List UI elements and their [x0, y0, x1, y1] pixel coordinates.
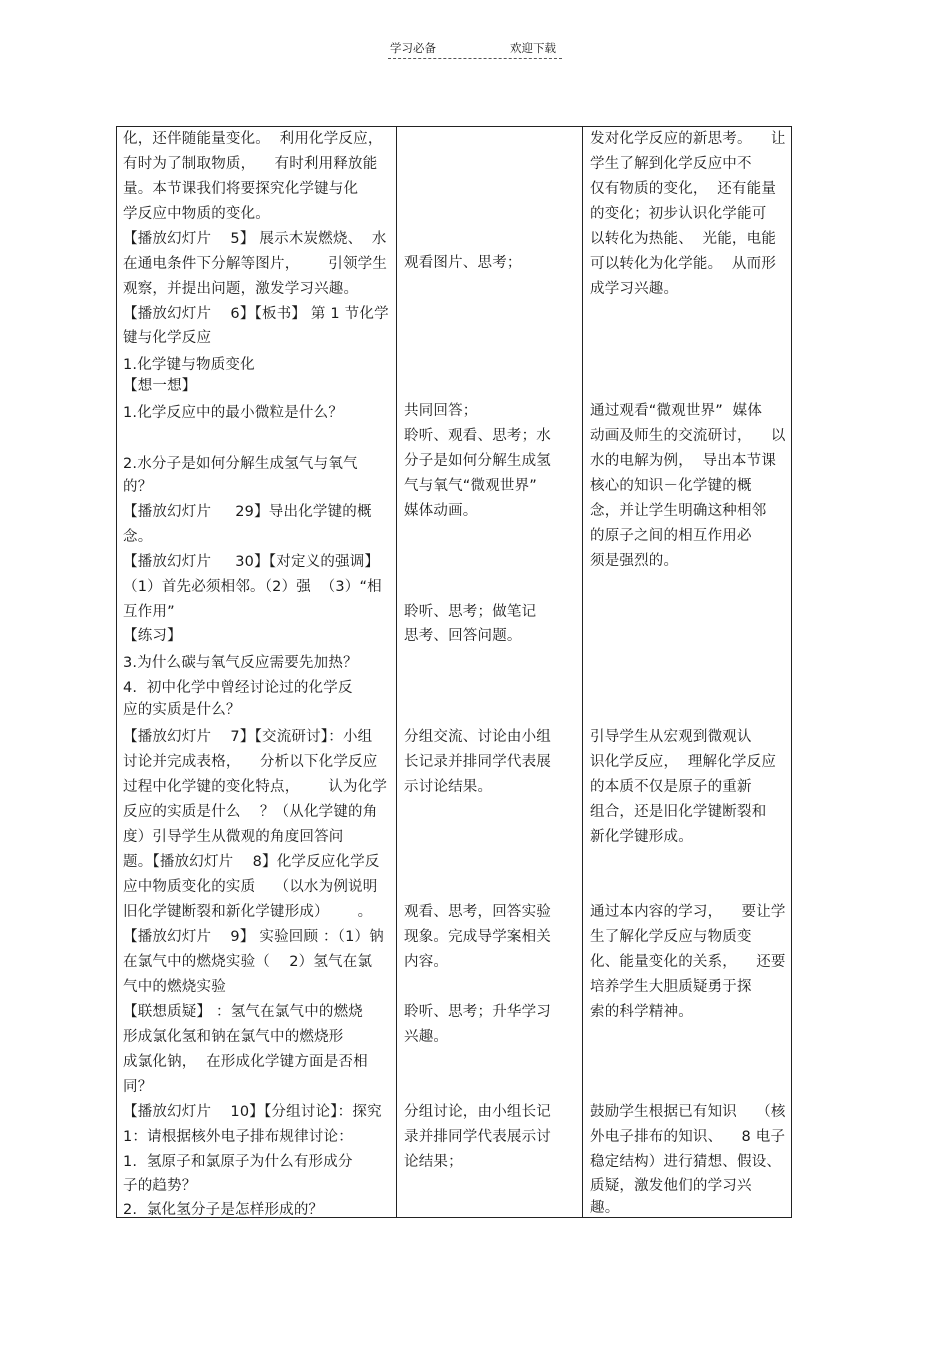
- text-line: 核心的知识－化学键的概: [590, 478, 752, 494]
- column-divider: [582, 127, 583, 1217]
- text-line: 【播放幻灯片 9】 实验回顾 ：（1）钠: [123, 929, 384, 945]
- text-line: 念，并让学生明确这种相邻: [590, 503, 767, 519]
- text-line: 3.为什么碳与氧气反应需要先加热？: [123, 655, 358, 671]
- text-line: 【播放幻灯片 5】 展示木炭燃烧、 水: [123, 231, 387, 247]
- text-line: 的原子之间的相互作用必: [590, 528, 752, 544]
- text-line: 量。本节课我们将要探究化学键与化: [123, 181, 359, 197]
- text-line: 分组交流、讨论由小组: [404, 729, 551, 745]
- text-line: 须是强烈的。: [590, 553, 679, 569]
- text-line: 现象。完成导学案相关: [404, 929, 551, 945]
- text-line: 化、能量变化的关系， 还要: [590, 954, 786, 970]
- text-line: 过程中化学键的变化特点， 认为化学: [123, 779, 388, 795]
- text-line: 学反应中物质的变化。: [123, 206, 270, 222]
- text-line: 质疑，激发他们的学习兴: [590, 1178, 752, 1194]
- text-line: 水的电解为例， 导出本节课: [590, 453, 777, 469]
- text-line: 以转化为热能、 光能，电能: [590, 231, 777, 247]
- text-line: 鼓励学生根据已有知识 （核: [590, 1104, 786, 1120]
- text-line: 聆听、观看、思考；水: [404, 428, 551, 444]
- text-line: 【播放幻灯片 29】导出化学键的概: [123, 504, 372, 520]
- text-line: 内容。: [404, 954, 449, 970]
- text-line: 通过本内容的学习， 要让学: [590, 904, 786, 920]
- text-line: 观看、思考，回答实验: [404, 904, 551, 920]
- text-line: 稳定结构）进行猜想、假设、: [590, 1154, 782, 1170]
- text-line: 题。【播放幻灯片 8】化学反应化学反: [123, 854, 380, 870]
- text-line: 趣。: [590, 1200, 620, 1216]
- text-line: 同？: [123, 1079, 153, 1095]
- text-line: 思考、回答问题。: [404, 628, 522, 644]
- text-line: 2.水分子是如何分解生成氢气与氧气: [123, 456, 358, 472]
- column-divider: [396, 127, 397, 1217]
- text-line: 的本质不仅是原子的重新: [590, 779, 752, 795]
- text-line: 【播放幻灯片 10】【分组讨论】：探究: [123, 1104, 382, 1120]
- text-line: 的变化；初步认识化学能可: [590, 206, 767, 222]
- text-line: 气中的燃烧实验: [123, 979, 226, 995]
- header-right-text: 欢迎下载: [510, 41, 556, 55]
- text-line: （1）首先必须相邻。（2）强 （3）“相: [123, 579, 382, 595]
- text-line: 聆听、思考；做笔记: [404, 604, 537, 620]
- text-line: 长记录并排同学代表展: [404, 754, 551, 770]
- text-line: 生了解化学反应与物质变: [590, 929, 752, 945]
- text-line: 示讨论结果。: [404, 779, 493, 795]
- text-line: 【播放幻灯片 7】【交流研讨】：小组: [123, 729, 373, 745]
- text-line: 分组讨论，由小组长记: [404, 1104, 551, 1120]
- text-line: 1：请根据核外电子排布规律讨论：: [123, 1129, 353, 1145]
- text-line: 1. 氢原子和氯原子为什么有形成分: [123, 1154, 353, 1170]
- text-line: 4. 初中化学中曾经讨论过的化学反: [123, 680, 353, 696]
- text-line: 发对化学反应的新思考。 让: [590, 131, 786, 147]
- text-line: 旧化学键断裂和新化学键形成） 。: [123, 904, 373, 920]
- text-line: 外电子排布的知识、 8 电子: [590, 1129, 786, 1145]
- text-line: 【想一想】: [123, 378, 197, 394]
- text-line: 培养学生大胆质疑勇于探: [590, 979, 752, 995]
- text-line: 观看图片、思考；: [404, 255, 522, 271]
- text-line: 【练习】: [123, 628, 182, 644]
- text-line: 分子是如何分解生成氢: [404, 453, 551, 469]
- text-line: 2. 氯化氢分子是怎样形成的？: [123, 1202, 324, 1218]
- text-line: 形成氯化氢和钠在氯气中的燃烧形: [123, 1029, 344, 1045]
- text-line: 仅有物质的变化， 还有能量: [590, 181, 777, 197]
- text-line: 媒体动画。: [404, 503, 478, 519]
- text-line: 应的实质是什么？: [123, 702, 241, 718]
- text-line: 录并排同学代表展示讨: [404, 1129, 551, 1145]
- text-line: 子的趋势？: [123, 1178, 197, 1194]
- text-line: 通过观看“微观世界” 媒体: [590, 403, 763, 419]
- text-line: 聆听、思考；升华学习: [404, 1004, 551, 1020]
- text-line: 【播放幻灯片 6】【板书】 第 1 节化学: [123, 306, 389, 322]
- text-line: 在氯气中的燃烧实验（ 2）氢气在氯: [123, 954, 373, 970]
- text-line: 索的科学精神。: [590, 1004, 693, 1020]
- text-line: 【播放幻灯片 30】【对定义的强调】: [123, 554, 380, 570]
- text-line: 新化学键形成。: [590, 829, 693, 845]
- page-header: [388, 40, 562, 59]
- text-line: 共同回答；: [404, 403, 478, 419]
- text-line: 应中物质变化的实质 （以水为例说明: [123, 879, 378, 895]
- text-line: 动画及师生的交流研讨， 以: [590, 428, 786, 444]
- text-line: 成氯化钠， 在形成化学键方面是否相: [123, 1054, 368, 1070]
- text-line: 观察，并提出问题，激发学习兴趣。: [123, 281, 359, 297]
- text-line: 在通电条件下分解等图片， 引领学生: [123, 256, 388, 272]
- text-line: 的？: [123, 479, 153, 495]
- text-line: 气与氧气“微观世界”: [404, 478, 538, 494]
- text-line: 1.化学键与物质变化: [123, 357, 255, 373]
- text-line: 成学习兴趣。: [590, 281, 679, 297]
- text-line: 互作用”: [123, 604, 175, 620]
- text-line: 度）引导学生从微观的角度回答问: [123, 829, 344, 845]
- text-line: 【联想质疑】 ：氢气在氯气中的燃烧: [123, 1004, 364, 1020]
- text-line: 可以转化为化学能。 从而形: [590, 256, 777, 272]
- text-line: 论结果；: [404, 1154, 463, 1170]
- header-left-text: 学习必备: [390, 41, 436, 55]
- text-line: 化，还伴随能量变化。 利用化学反应，: [123, 131, 383, 147]
- text-line: 识化学反应， 理解化学反应: [590, 754, 777, 770]
- text-line: 反应的实质是什么 ？（从化学键的角: [123, 804, 378, 820]
- text-line: 有时为了制取物质， 有时利用释放能: [123, 156, 378, 172]
- lesson-table: [116, 126, 792, 1218]
- text-line: 1.化学反应中的最小微粒是什么？: [123, 405, 344, 421]
- text-line: 念。: [123, 529, 153, 545]
- text-line: 讨论并完成表格， 分析以下化学反应: [123, 754, 378, 770]
- text-line: 键与化学反应: [123, 330, 212, 346]
- text-line: 学生了解到化学反应中不: [590, 156, 752, 172]
- text-line: 引导学生从宏观到微观认: [590, 729, 752, 745]
- text-line: 兴趣。: [404, 1029, 449, 1045]
- text-line: 组合，还是旧化学键断裂和: [590, 804, 767, 820]
